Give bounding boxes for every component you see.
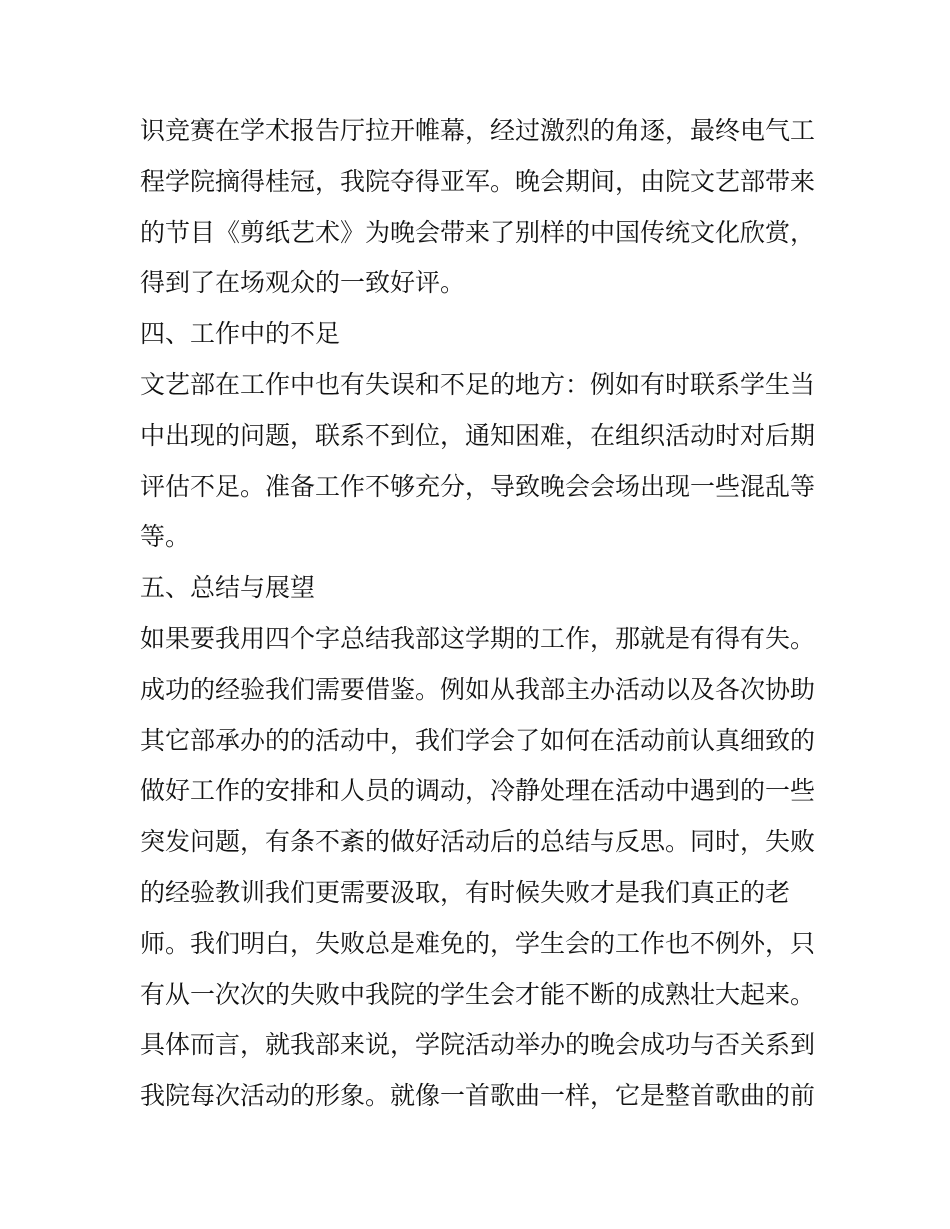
- paragraph-line: 识竞赛在学术报告厅拉开帷幕，经过激烈的角逐，最终电气工: [140, 116, 816, 145]
- paragraph-line: 成功的经验我们需要借鉴。例如从我部主办活动以及各次协助: [140, 674, 816, 704]
- section-heading: 五、总结与展望: [140, 573, 316, 603]
- paragraph-line: 的节目《剪纸艺术》为晚会带来了别样的中国传统文化欣赏，: [140, 217, 816, 247]
- paragraph-line: 做好工作的安排和人员的调动，冷静处理在活动中遇到的一些: [140, 776, 816, 806]
- paragraph-line: 具体而言，就我部来说，学院活动举办的晚会成功与否关系到: [140, 1030, 816, 1060]
- paragraph-line: 的经验教训我们更需要汲取，有时候失败才是我们真正的老: [140, 877, 791, 907]
- document-body: [140, 106, 830, 1122]
- paragraph-line: 如果要我用四个字总结我部这学期的工作，那就是有得有失。: [140, 623, 816, 653]
- paragraph-line: 等。: [140, 522, 191, 552]
- paragraph-line: 我院每次活动的形象。就像一首歌曲一样，它是整首歌曲的前: [140, 1081, 816, 1111]
- paragraph-line: 评估不足。准备工作不够充分，导致晚会会场出现一些混乱等: [140, 471, 816, 501]
- paragraph-line: 其它部承办的的活动中，我们学会了如何在活动前认真细致的: [140, 725, 816, 755]
- paragraph-line: 文艺部在工作中也有失误和不足的地方：例如有时联系学生当: [140, 369, 816, 399]
- paragraph-line: 突发问题，有条不紊的做好活动后的总结与反思。同时，失败: [140, 827, 816, 857]
- paragraph-line: 师。我们明白，失败总是难免的，学生会的工作也不例外，只: [140, 928, 816, 958]
- paragraph-line: 程学院摘得桂冠，我院夺得亚军。晚会期间，由院文艺部带来: [140, 166, 816, 196]
- paragraph-line: 得到了在场观众的一致好评。: [140, 268, 466, 298]
- paragraph-line: 有从一次次的失败中我院的学生会才能不断的成熟壮大起来。: [140, 979, 816, 1009]
- section-heading: 四、工作中的不足: [140, 319, 341, 349]
- paragraph-line: 中出现的问题，联系不到位，通知困难，在组织活动时对后期: [140, 420, 816, 450]
